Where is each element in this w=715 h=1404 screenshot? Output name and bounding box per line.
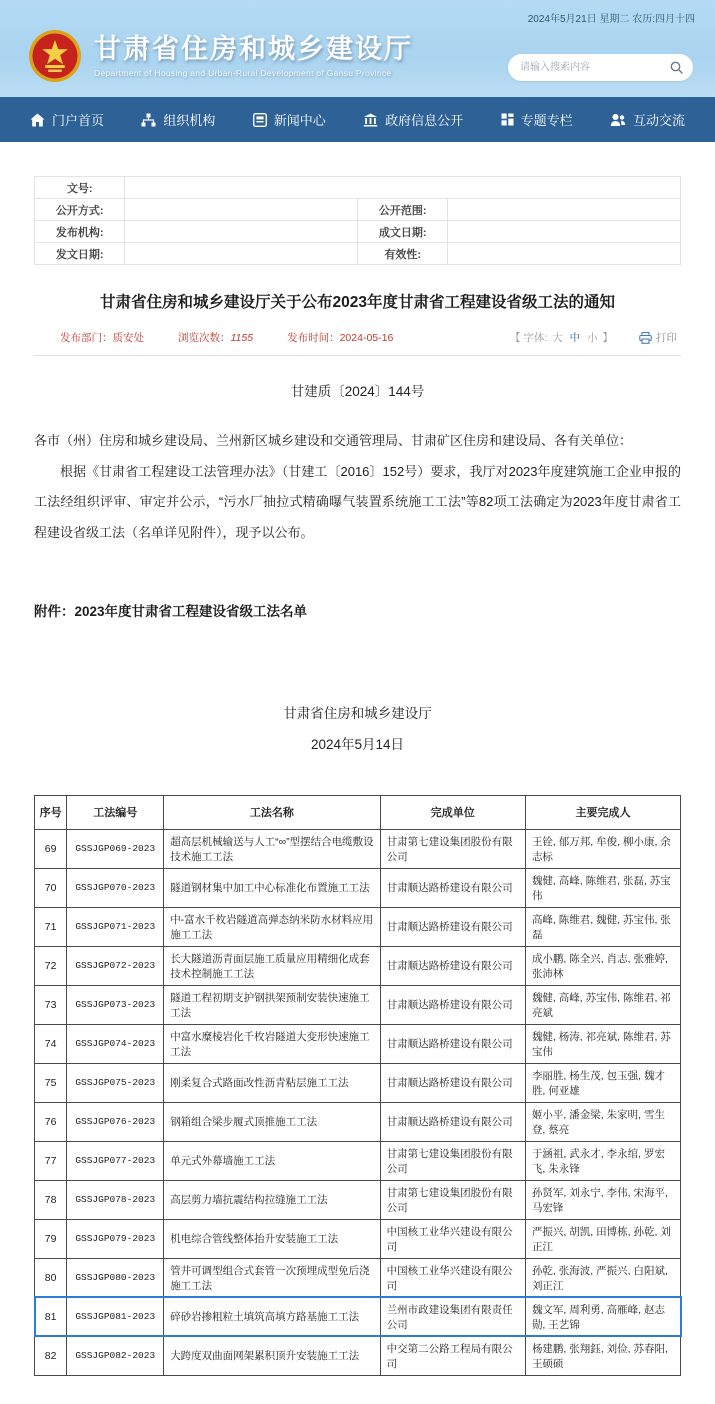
- table-row: [35, 1102, 681, 1141]
- table-cell: 李丽胜, 杨生茂, 包玉强, 魏才胜, 何亚雄: [525, 1063, 680, 1102]
- table-cell: GSSJGP076-2023: [67, 1102, 164, 1141]
- table-row: [35, 1180, 681, 1219]
- table-cell: 中国核工业华兴建设有限公司: [380, 1258, 525, 1297]
- table-row: [35, 1219, 681, 1258]
- table-row: [35, 1024, 681, 1063]
- field-label-validity: 有效性:: [357, 243, 447, 265]
- table-row: [35, 1141, 681, 1180]
- col-header-unit: 完成单位: [380, 795, 525, 829]
- table-cell: 73: [35, 985, 67, 1024]
- table-cell: 75: [35, 1063, 67, 1102]
- font-size-medium-button[interactable]: 中: [569, 332, 581, 345]
- table-cell: GSSJGP072-2023: [67, 946, 164, 985]
- nav-label: 新闻中心: [273, 113, 326, 128]
- works-table-header-row: [35, 795, 681, 829]
- table-cell: 高层剪力墙抗震结构拉缝施工工法: [164, 1180, 380, 1219]
- field-label-written-date: 成文日期:: [357, 221, 447, 243]
- nav-label: 互动交流: [632, 113, 685, 128]
- attachment-line: 附件：2023年度甘肃省工程建设省级工法名单: [34, 604, 308, 620]
- table-cell: 严振兴, 胡凯, 田博栋, 孙乾, 刘正江: [525, 1219, 680, 1258]
- table-cell: 中富水糜棱岩化千枚岩隧道大变形快速施工工法: [164, 1024, 380, 1063]
- publish-dept-label: 发布部门：: [60, 332, 113, 345]
- table-row: [35, 868, 681, 907]
- field-value-docnum: [125, 177, 681, 199]
- article-page: [0, 176, 715, 1376]
- table-cell: 管井可调型组合式套管一次预埋成型免后浇施工工法: [164, 1258, 380, 1297]
- table-cell: GSSJGP069-2023: [67, 829, 164, 868]
- article-meta-row: [34, 328, 681, 356]
- table-cell: 80: [35, 1258, 67, 1297]
- signature-date: 2024年5月14日: [310, 737, 405, 753]
- table-cell: 71: [35, 907, 67, 946]
- table-cell: 魏健, 高峰, 陈维君, 张磊, 苏宝伟: [525, 868, 680, 907]
- table-cell: 魏文军, 周利勇, 高雁峰, 赵志勋, 王艺锦: [525, 1297, 680, 1336]
- font-size-small-button[interactable]: 小: [587, 332, 598, 345]
- nav-item-topics[interactable]: [501, 110, 573, 129]
- search-box[interactable]: [508, 54, 693, 81]
- table-cell: GSSJGP080-2023: [67, 1258, 164, 1297]
- table-cell: 孙乾, 张海波, 严振兴, 白阳斌, 刘正江: [525, 1258, 680, 1297]
- table-cell: 超高层机械输送与人工“∞”型摆结合电缆敷设技术施工工法: [164, 829, 380, 868]
- table-cell: 76: [35, 1102, 67, 1141]
- topics-grid-icon: [501, 113, 514, 126]
- salutation-paragraph: 各市（州）住房和城乡建设局、兰州新区城乡建设和交通管理局、甘肃矿区住房和建设局、各有关单位：: [34, 433, 633, 449]
- table-cell: 单元式外幕墙施工工法: [164, 1141, 380, 1180]
- table-row: [35, 985, 681, 1024]
- nav-label: 政府信息公开: [385, 113, 464, 128]
- table-cell: 甘肃顺达路桥建设有限公司: [380, 868, 525, 907]
- col-header-authors: 主要完成人: [525, 795, 680, 829]
- nav-item-gov-info[interactable]: [363, 110, 463, 129]
- nav-item-news[interactable]: [253, 110, 326, 129]
- table-cell: 于涵祖, 武永才, 李永绾, 罗宏飞, 朱永锋: [525, 1141, 680, 1180]
- field-value-disclosure-method: [125, 199, 358, 221]
- font-size-widget: [510, 330, 613, 345]
- table-cell: 中国核工业华兴建设有限公司: [380, 1219, 525, 1258]
- table-cell: 81: [35, 1297, 67, 1336]
- nav-item-organization[interactable]: [141, 110, 215, 129]
- gov-building-icon: [363, 113, 378, 127]
- print-button[interactable]: [639, 330, 677, 345]
- font-widget-suffix: 】: [602, 332, 613, 345]
- field-value-issue-date: [125, 243, 358, 265]
- field-label-docnum: 文号:: [35, 177, 125, 199]
- publish-time: [287, 330, 393, 345]
- signature-agency: 甘肃省住房和城乡建设厅: [283, 706, 432, 722]
- table-cell: GSSJGP077-2023: [67, 1141, 164, 1180]
- table-cell: 甘肃顺达路桥建设有限公司: [380, 907, 525, 946]
- field-value-issuing-agency: [125, 221, 358, 243]
- main-nav: [0, 97, 715, 142]
- site-title: 甘肃省住房和城乡建设厅: [94, 33, 413, 64]
- works-table-body: [35, 829, 681, 1375]
- doc-meta-table: [34, 176, 681, 265]
- table-cell: 隧道钢材集中加工中心标准化布置施工工法: [164, 868, 380, 907]
- doc-number: 甘建质〔2024〕144号: [290, 384, 425, 400]
- table-cell: GSSJGP070-2023: [67, 868, 164, 907]
- nav-label: 专题专栏: [520, 113, 573, 128]
- table-cell: 甘肃顺达路桥建设有限公司: [380, 1063, 525, 1102]
- table-cell: 钢箱组合梁步履式顶推施工工法: [164, 1102, 380, 1141]
- table-cell: 魏健, 高峰, 苏宝伟, 陈维君, 祁亮斌: [525, 985, 680, 1024]
- table-cell: 机电综合管线整体抬升安装施工工法: [164, 1219, 380, 1258]
- table-cell: 中-富水千枚岩隧道高弹态纳米防水材料应用施工工法: [164, 907, 380, 946]
- nav-label: 组织机构: [163, 113, 216, 128]
- date-line: 2024年5月21日 星期二 农历:四月十四: [527, 14, 695, 25]
- table-row: [35, 1297, 681, 1336]
- table-cell: 长大隧道沥青面层施工质量应用精细化成套技术控制施工工法: [164, 946, 380, 985]
- view-count-label: 浏览次数：: [178, 332, 231, 345]
- table-cell: 72: [35, 946, 67, 985]
- table-cell: 兰州市政建设集团有限责任公司: [380, 1297, 525, 1336]
- nav-item-home[interactable]: [30, 110, 104, 129]
- table-cell: 姬小平, 潘金梁, 朱家明, 雪生登, 蔡亮: [525, 1102, 680, 1141]
- publish-time-value: 2024-05-16: [339, 332, 394, 345]
- national-emblem-logo: [28, 29, 82, 83]
- publish-dept-value: 质安处: [112, 332, 144, 345]
- table-cell: 甘肃顺达路桥建设有限公司: [380, 946, 525, 985]
- table-cell: GSSJGP074-2023: [67, 1024, 164, 1063]
- table-cell: 78: [35, 1180, 67, 1219]
- table-cell: 甘肃顺达路桥建设有限公司: [380, 985, 525, 1024]
- article-body: [34, 426, 681, 548]
- table-cell: 大跨度双曲面网架累积顶升安装施工工法: [164, 1336, 380, 1375]
- field-value-written-date: [448, 221, 681, 243]
- publish-dept: [60, 330, 144, 345]
- col-header-name: 工法名称: [164, 795, 380, 829]
- table-cell: GSSJGP073-2023: [67, 985, 164, 1024]
- page-title: 甘肃省住房和城乡建设厅关于公布2023年度甘肃省工程建设省级工法的通知: [100, 294, 615, 311]
- field-label-disclosure-method: 公开方式:: [35, 199, 125, 221]
- table-row: [35, 1063, 681, 1102]
- table-cell: GSSJGP082-2023: [67, 1336, 164, 1375]
- table-row: [35, 1336, 681, 1375]
- col-header-seq: 序号: [35, 795, 67, 829]
- org-chart-icon: [141, 113, 156, 127]
- table-cell: 70: [35, 868, 67, 907]
- signature-block: [34, 698, 681, 760]
- table-cell: 孙贤军, 刘永宁, 李伟, 宋海平, 马宏锋: [525, 1180, 680, 1219]
- site-header: [0, 0, 715, 97]
- table-cell: 甘肃第七建设集团股份有限公司: [380, 1180, 525, 1219]
- table-cell: GSSJGP071-2023: [67, 907, 164, 946]
- table-row: [35, 907, 681, 946]
- table-cell: GSSJGP075-2023: [67, 1063, 164, 1102]
- search-input[interactable]: [518, 61, 670, 74]
- table-cell: 碎砂岩掺粗粒土填筑高填方路基施工工法: [164, 1297, 380, 1336]
- works-table: [34, 795, 681, 1376]
- field-label-issue-date: 发文日期:: [35, 243, 125, 265]
- publish-time-label: 发布时间：: [287, 332, 340, 345]
- table-cell: 高峰, 陈维君, 魏健, 苏宝伟, 张磊: [525, 907, 680, 946]
- table-cell: 69: [35, 829, 67, 868]
- search-icon[interactable]: [670, 61, 683, 74]
- view-count-value: 1155: [230, 332, 254, 345]
- table-row: [35, 829, 681, 868]
- table-row: [35, 1258, 681, 1297]
- news-icon: [253, 113, 267, 127]
- col-header-code: 工法编号: [67, 795, 164, 829]
- font-size-large-button[interactable]: 大: [552, 332, 563, 345]
- font-widget-prefix: 【 字体:: [509, 332, 548, 345]
- printer-icon: [639, 332, 652, 344]
- table-cell: 82: [35, 1336, 67, 1375]
- table-cell: 中交第二公路工程局有限公司: [380, 1336, 525, 1375]
- nav-item-interaction[interactable]: [610, 110, 685, 129]
- table-cell: 王铨, 郁万邦, 牟俊, 柳小康, 余志标: [525, 829, 680, 868]
- table-row: [35, 946, 681, 985]
- interact-people-icon: [610, 113, 626, 127]
- site-subtitle-en: Department of Housing and Urban-Rural Development of Gansu Province: [94, 68, 392, 79]
- table-cell: 隧道工程初期支护钢拱架预制安装快速施工工法: [164, 985, 380, 1024]
- table-cell: 杨建鹏, 张翔鈺, 刘俭, 苏春阳, 王硕硕: [525, 1336, 680, 1375]
- table-cell: 成小鹏, 陈全兴, 肖志, 张雅婷, 张沛林: [525, 946, 680, 985]
- table-cell: 77: [35, 1141, 67, 1180]
- table-cell: 刚柔复合式路面改性沥青粘层施工工法: [164, 1063, 380, 1102]
- table-cell: 魏健, 杨涛, 祁亮斌, 陈维君, 苏宝伟: [525, 1024, 680, 1063]
- field-value-validity: [448, 243, 681, 265]
- nav-label: 门户首页: [52, 113, 105, 128]
- table-cell: 甘肃顺达路桥建设有限公司: [380, 1102, 525, 1141]
- field-value-disclosure-scope: [448, 199, 681, 221]
- table-cell: 甘肃顺达路桥建设有限公司: [380, 1024, 525, 1063]
- table-cell: GSSJGP081-2023: [67, 1297, 164, 1336]
- main-paragraph: 根据《甘肃省工程建设工法管理办法》（甘建工〔2016〕152号）要求，我厅对2023年度建筑施工企业申报的工法经组织评审、审定并公示，“污水厂抽拉式精确曝气装置系统施工工法”等82项工法确定为2023年度甘肃省工程建设省级工法（名单详见附件），现予以公布。: [34, 463, 681, 540]
- table-cell: 79: [35, 1219, 67, 1258]
- print-label: 打印: [656, 332, 677, 345]
- view-count: [178, 330, 253, 345]
- table-cell: GSSJGP079-2023: [67, 1219, 164, 1258]
- table-cell: 甘肃第七建设集团股份有限公司: [380, 1141, 525, 1180]
- table-cell: 甘肃第七建设集团股份有限公司: [380, 829, 525, 868]
- table-cell: 74: [35, 1024, 67, 1063]
- field-label-issuing-agency: 发布机构:: [35, 221, 125, 243]
- table-cell: GSSJGP078-2023: [67, 1180, 164, 1219]
- field-label-disclosure-scope: 公开范围:: [357, 199, 447, 221]
- home-icon: [30, 113, 45, 127]
